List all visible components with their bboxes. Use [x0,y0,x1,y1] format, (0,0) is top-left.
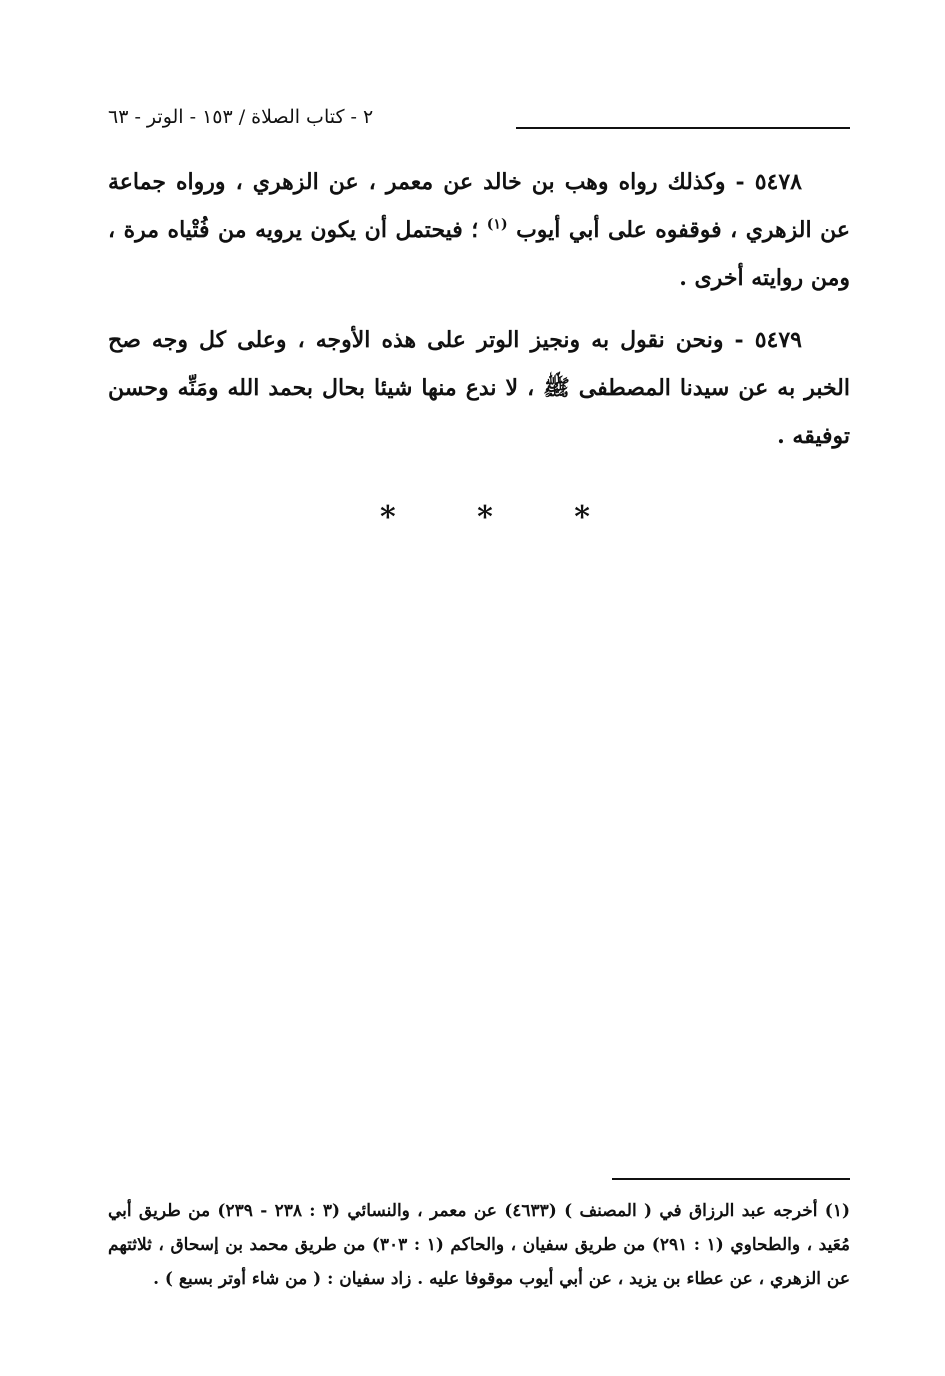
paragraph-5478 [108,158,850,302]
main-text [108,158,850,474]
footnote: (١) أخرجه عبد الرزاق في ( المصنف ) (٤٦٣٣) عن معمر ، والنسائي (٣ : ٢٣٨ - ٢٣٩) من طريق أبي مُعَيد ، والطحاوي (١ : ٢٩١) من طريق سفيان ، والحاكم (١ : ٣٠٣) من طريق محمد بن إسحاق ، ثلاثتهم عن الزهري ، عن عطاء بن يزيد ، عن أبي أيوب موقوفا عليه . زاد سفيان : ( من شاء أوتر بسبع ) . [108,1201,851,1289]
paragraph-text: ٥٤٧٩ - ونحن نقول به ونجيز الوتر على هذه الأوجه ، وعلى كل وجه صح الخبر به عن سيدنا المصطفى ﷺ ، لا ندع منها شيئا بحال بحمد الله ومَنِّه وحسن توفيقه . [108,327,850,449]
asterisk: * [380,500,396,535]
footnote-rule [612,1178,850,1180]
paragraph-text: ؛ فيحتمل أن يكون يرويه من فُتْياه مرة ، ومن روايته أخرى . [108,217,850,291]
running-title: ٢ - كتاب الصلاة / ١٥٣ - الوتر - ٦٣ [108,106,374,128]
paragraph-text: ٥٤٧٨ - وكذلك رواه وهب بن خالد عن معمر ، عن الزهري ، ورواه جماعة عن الزهري ، فوقفوه على أبي أيوب [108,169,850,243]
paragraph-5479 [108,316,850,460]
running-header [108,100,850,140]
section-separator [380,500,590,535]
asterisk: * [477,500,493,535]
header-rule [516,127,850,129]
asterisk: * [574,500,590,535]
footnote-ref: (١) [486,216,508,233]
